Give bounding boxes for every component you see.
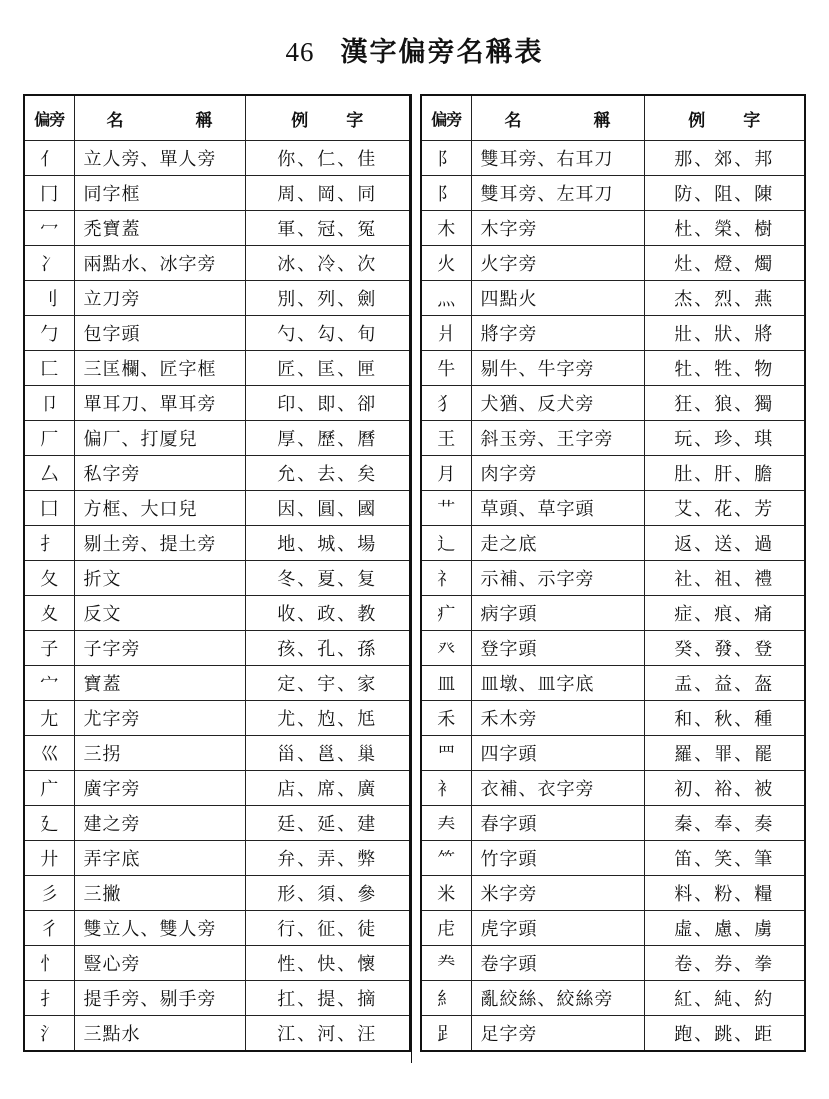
table-row — [24, 596, 410, 631]
table-row — [421, 596, 805, 631]
radical-cell: 子 — [24, 631, 74, 666]
name-cell: 虎字頭 — [471, 911, 644, 946]
examples-cell: 印、即、卻 — [245, 386, 410, 421]
name-cell: 子字旁 — [74, 631, 245, 666]
radical-cell: ⺮ — [421, 841, 471, 876]
radical-cell: 皿 — [421, 666, 471, 701]
name-cell: 剔土旁、提土旁 — [74, 526, 245, 561]
radical-cell: 王 — [421, 421, 471, 456]
table-row — [421, 1016, 805, 1052]
table-row — [421, 421, 805, 456]
table-row — [421, 561, 805, 596]
table-row — [24, 666, 410, 701]
table-row — [24, 1016, 410, 1052]
table-row — [24, 176, 410, 211]
name-cell: 禾木旁 — [471, 701, 644, 736]
radical-table-left — [23, 94, 411, 1052]
examples-cell: 你、仁、佳 — [245, 141, 410, 176]
name-cell: 同字框 — [74, 176, 245, 211]
name-cell: 禿寶蓋 — [74, 211, 245, 246]
name-cell: 三匡欄、匠字框 — [74, 351, 245, 386]
name-cell: 豎心旁 — [74, 946, 245, 981]
radical-cell: 彡 — [24, 876, 74, 911]
examples-cell: 笛、笑、筆 — [644, 841, 805, 876]
name-cell: 犬猶、反犬旁 — [471, 386, 644, 421]
name-cell: 立刀旁 — [74, 281, 245, 316]
page-number: 46 — [285, 37, 315, 67]
radical-cell: 彳 — [24, 911, 74, 946]
examples-cell: 料、粉、糧 — [644, 876, 805, 911]
name-cell: 剔牛、牛字旁 — [471, 351, 644, 386]
examples-cell: 匠、匡、匣 — [245, 351, 410, 386]
examples-cell: 壯、狀、將 — [644, 316, 805, 351]
radical-cell: 疒 — [421, 596, 471, 631]
table-row — [24, 526, 410, 561]
name-cell: 草頭、草字頭 — [471, 491, 644, 526]
examples-cell: 別、列、劍 — [245, 281, 410, 316]
name-cell: 包字頭 — [74, 316, 245, 351]
header-radical: 偏旁 — [421, 95, 471, 141]
radical-cell: 囗 — [24, 491, 74, 526]
radical-cell: 扌 — [24, 981, 74, 1016]
examples-cell: 杰、烈、燕 — [644, 281, 805, 316]
table-row — [421, 736, 805, 771]
table-row — [421, 386, 805, 421]
name-cell: 三點水 — [74, 1016, 245, 1052]
name-cell: 三拐 — [74, 736, 245, 771]
examples-cell: 性、快、懷 — [245, 946, 410, 981]
radical-cell: 糹 — [421, 981, 471, 1016]
name-cell: 反文 — [74, 596, 245, 631]
table-row — [421, 176, 805, 211]
table-row — [24, 316, 410, 351]
table-row — [421, 246, 805, 281]
radical-cell: 巛 — [24, 736, 74, 771]
examples-cell: 行、征、徒 — [245, 911, 410, 946]
header-examples: 例 字 — [245, 95, 410, 141]
table-row — [421, 771, 805, 806]
table-row — [421, 491, 805, 526]
name-cell: 私字旁 — [74, 456, 245, 491]
name-cell: 提手旁、剔手旁 — [74, 981, 245, 1016]
examples-cell: 防、阻、陳 — [644, 176, 805, 211]
table-row — [24, 946, 410, 981]
name-cell: 走之底 — [471, 526, 644, 561]
name-cell: 登字頭 — [471, 631, 644, 666]
name-cell: 亂絞絲、絞絲旁 — [471, 981, 644, 1016]
radical-cell: 尢 — [24, 701, 74, 736]
name-cell: 病字頭 — [471, 596, 644, 631]
table-row — [421, 456, 805, 491]
radical-cell: 阝 — [421, 176, 471, 211]
radical-cell: 禾 — [421, 701, 471, 736]
radical-cell: 卩 — [24, 386, 74, 421]
examples-cell: 肚、肝、膽 — [644, 456, 805, 491]
table-row — [24, 386, 410, 421]
examples-cell: 軍、冠、冤 — [245, 211, 410, 246]
examples-cell: 杜、榮、樹 — [644, 211, 805, 246]
name-cell: 四字頭 — [471, 736, 644, 771]
name-cell: 三撇 — [74, 876, 245, 911]
radical-cell: 虍 — [421, 911, 471, 946]
radical-cell: 灬 — [421, 281, 471, 316]
radical-cell: 木 — [421, 211, 471, 246]
name-cell: 尤字旁 — [74, 701, 245, 736]
radical-cell: 廴 — [24, 806, 74, 841]
header-row — [421, 95, 805, 141]
radical-cell: 匚 — [24, 351, 74, 386]
name-cell: 火字旁 — [471, 246, 644, 281]
name-cell: 四點火 — [471, 281, 644, 316]
table-row — [421, 351, 805, 386]
name-cell: 將字旁 — [471, 316, 644, 351]
examples-cell: 厚、歷、曆 — [245, 421, 410, 456]
name-cell: 折文 — [74, 561, 245, 596]
radical-cell: 龹 — [421, 946, 471, 981]
examples-cell: 秦、奉、奏 — [644, 806, 805, 841]
radical-cell: 月 — [421, 456, 471, 491]
radical-cell: 忄 — [24, 946, 74, 981]
table-row — [24, 246, 410, 281]
table-row — [24, 701, 410, 736]
header-name: 名 稱 — [74, 95, 245, 141]
name-cell: 竹字頭 — [471, 841, 644, 876]
table-row — [24, 841, 410, 876]
examples-cell: 狂、狼、獨 — [644, 386, 805, 421]
table-row — [24, 421, 410, 456]
name-cell: 建之旁 — [74, 806, 245, 841]
examples-cell: 牡、牲、物 — [644, 351, 805, 386]
examples-cell: 虛、慮、虜 — [644, 911, 805, 946]
name-cell: 雙耳旁、左耳刀 — [471, 176, 644, 211]
header-row — [24, 95, 410, 141]
table-row — [421, 876, 805, 911]
table-row — [24, 491, 410, 526]
examples-cell: 那、郊、邦 — [644, 141, 805, 176]
table-row — [24, 631, 410, 666]
radical-cell: 夂 — [24, 561, 74, 596]
examples-cell: 跑、跳、距 — [644, 1016, 805, 1052]
name-cell: 肉字旁 — [471, 456, 644, 491]
examples-cell: 羅、罪、罷 — [644, 736, 805, 771]
examples-cell: 扛、提、摘 — [245, 981, 410, 1016]
page-title — [0, 30, 829, 69]
examples-cell: 收、政、教 — [245, 596, 410, 631]
name-cell: 春字頭 — [471, 806, 644, 841]
header-radical: 偏旁 — [24, 95, 74, 141]
table-row — [421, 701, 805, 736]
name-cell: 示補、示字旁 — [471, 561, 644, 596]
name-cell: 立人旁、單人旁 — [74, 141, 245, 176]
radical-cell: 氵 — [24, 1016, 74, 1052]
examples-cell: 卷、券、拳 — [644, 946, 805, 981]
examples-cell: 弁、弄、弊 — [245, 841, 410, 876]
examples-cell: 允、去、矣 — [245, 456, 410, 491]
name-cell: 卷字頭 — [471, 946, 644, 981]
table-row — [24, 141, 410, 176]
table-title: 漢字偏旁名稱表 — [340, 37, 544, 68]
table-row — [421, 631, 805, 666]
table-row — [24, 281, 410, 316]
examples-cell: 癸、發、登 — [644, 631, 805, 666]
table-row — [421, 841, 805, 876]
radical-table-right — [420, 94, 806, 1052]
name-cell: 單耳刀、單耳旁 — [74, 386, 245, 421]
examples-cell: 因、圓、國 — [245, 491, 410, 526]
table-row — [24, 876, 410, 911]
examples-cell: 甾、邕、巢 — [245, 736, 410, 771]
radical-cell: 广 — [24, 771, 74, 806]
examples-cell: 冬、夏、复 — [245, 561, 410, 596]
examples-cell: 初、裕、被 — [644, 771, 805, 806]
radical-cell: 扌 — [24, 526, 74, 561]
examples-cell: 艾、花、芳 — [644, 491, 805, 526]
radical-cell: 亻 — [24, 141, 74, 176]
table-row — [24, 561, 410, 596]
table-row — [421, 526, 805, 561]
table-row — [24, 771, 410, 806]
name-cell: 廣字旁 — [74, 771, 245, 806]
table-row — [24, 736, 410, 771]
table-row — [24, 456, 410, 491]
name-cell: 木字旁 — [471, 211, 644, 246]
examples-cell: 返、送、過 — [644, 526, 805, 561]
name-cell: 兩點水、冰字旁 — [74, 246, 245, 281]
name-cell: 米字旁 — [471, 876, 644, 911]
radical-cell: 牛 — [421, 351, 471, 386]
radical-cell: 米 — [421, 876, 471, 911]
name-cell: 雙立人、雙人旁 — [74, 911, 245, 946]
examples-cell: 灶、燈、燭 — [644, 246, 805, 281]
radical-cell: 勹 — [24, 316, 74, 351]
examples-cell: 症、痕、痛 — [644, 596, 805, 631]
radical-cell: 爿 — [421, 316, 471, 351]
name-cell: 斜玉旁、王字旁 — [471, 421, 644, 456]
radical-table-container — [23, 94, 807, 1063]
radical-cell: 癶 — [421, 631, 471, 666]
examples-cell: 尤、尥、尪 — [245, 701, 410, 736]
radical-cell: 𡗗 — [421, 806, 471, 841]
examples-cell: 盂、益、盔 — [644, 666, 805, 701]
radical-cell: 冫 — [24, 246, 74, 281]
name-cell: 皿墩、皿字底 — [471, 666, 644, 701]
table-row — [421, 281, 805, 316]
table-row — [421, 806, 805, 841]
header-name: 名 稱 — [471, 95, 644, 141]
table-row — [421, 981, 805, 1016]
radical-cell: 礻 — [421, 561, 471, 596]
name-cell: 方框、大口兒 — [74, 491, 245, 526]
radical-cell: 冂 — [24, 176, 74, 211]
table-row — [24, 806, 410, 841]
table-row — [421, 211, 805, 246]
name-cell: 寶蓋 — [74, 666, 245, 701]
examples-cell: 店、席、廣 — [245, 771, 410, 806]
radical-cell: 罒 — [421, 736, 471, 771]
header-examples: 例 字 — [644, 95, 805, 141]
examples-cell: 形、須、參 — [245, 876, 410, 911]
table-row — [421, 316, 805, 351]
table-row — [421, 141, 805, 176]
name-cell: 衣補、衣字旁 — [471, 771, 644, 806]
radical-cell: 刂 — [24, 281, 74, 316]
radical-cell: 犭 — [421, 386, 471, 421]
radical-cell: 衤 — [421, 771, 471, 806]
radical-cell: 厶 — [24, 456, 74, 491]
name-cell: 弄字底 — [74, 841, 245, 876]
radical-cell: 厂 — [24, 421, 74, 456]
table-row — [421, 666, 805, 701]
examples-cell: 社、祖、禮 — [644, 561, 805, 596]
examples-cell: 廷、延、建 — [245, 806, 410, 841]
radical-cell: 冖 — [24, 211, 74, 246]
examples-cell: 勺、勾、旬 — [245, 316, 410, 351]
table-row — [24, 351, 410, 386]
table-row — [24, 981, 410, 1016]
examples-cell: 地、城、場 — [245, 526, 410, 561]
radical-cell: 廾 — [24, 841, 74, 876]
table-row — [421, 911, 805, 946]
name-cell: 偏厂、打厦兒 — [74, 421, 245, 456]
name-cell: 雙耳旁、右耳刀 — [471, 141, 644, 176]
table-row — [421, 946, 805, 981]
examples-cell: 周、岡、同 — [245, 176, 410, 211]
examples-cell: 玩、珍、琪 — [644, 421, 805, 456]
examples-cell: 定、宇、家 — [245, 666, 410, 701]
examples-cell: 孩、孔、孫 — [245, 631, 410, 666]
radical-cell: 艹 — [421, 491, 471, 526]
table-body-right — [421, 141, 805, 1052]
double-rule-divider — [411, 94, 420, 1063]
radical-cell: 宀 — [24, 666, 74, 701]
examples-cell: 和、秋、種 — [644, 701, 805, 736]
radical-cell: 辶 — [421, 526, 471, 561]
examples-cell: 江、河、汪 — [245, 1016, 410, 1052]
name-cell: 足字旁 — [471, 1016, 644, 1052]
table-row — [24, 211, 410, 246]
table-body-left — [24, 141, 410, 1052]
examples-cell: 紅、純、約 — [644, 981, 805, 1016]
radical-cell: 火 — [421, 246, 471, 281]
radical-cell: 阝 — [421, 141, 471, 176]
radical-cell: 夊 — [24, 596, 74, 631]
radical-cell: 𧾷 — [421, 1016, 471, 1052]
table-row — [24, 911, 410, 946]
examples-cell: 冰、冷、次 — [245, 246, 410, 281]
